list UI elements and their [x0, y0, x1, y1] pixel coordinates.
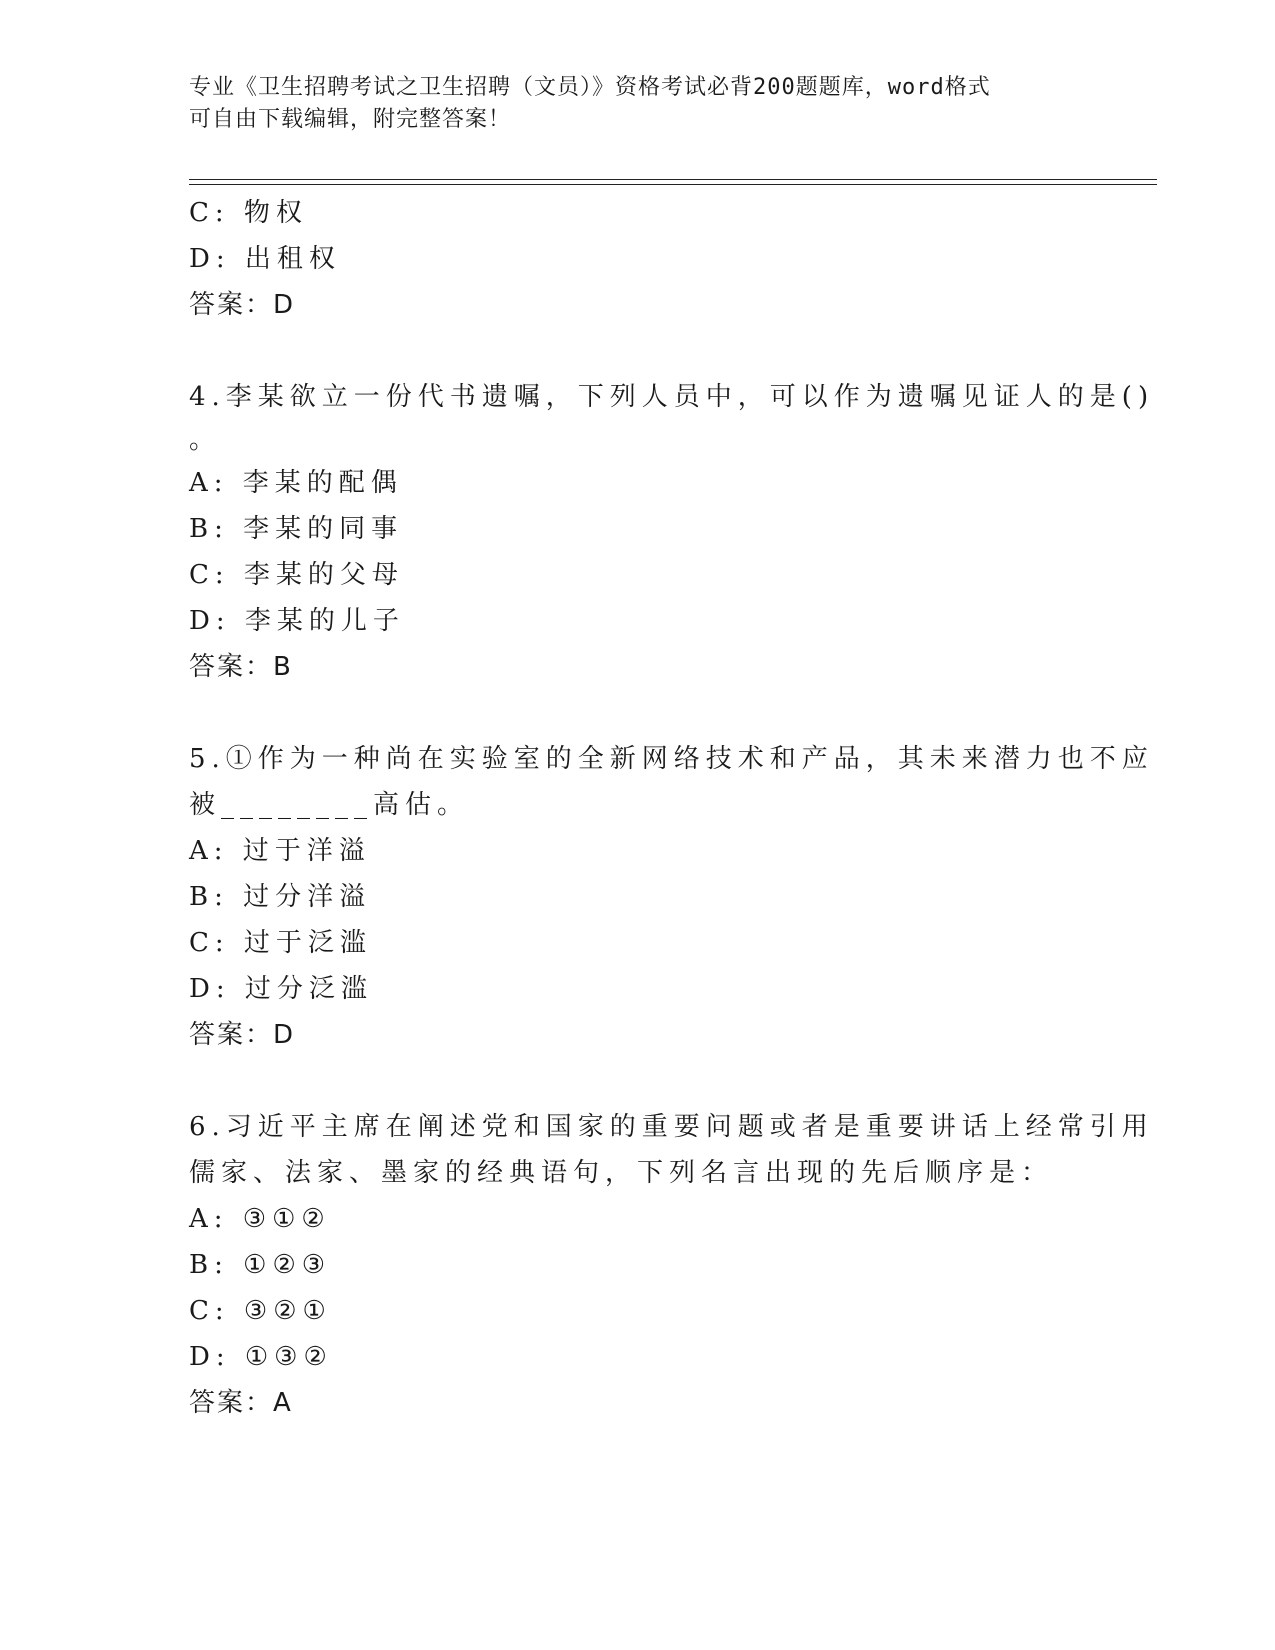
- option-a: A: 李某的配偶: [189, 468, 403, 498]
- option-c: C: 过于泛滥: [189, 928, 372, 958]
- question-stem-line: 。: [189, 425, 222, 455]
- carryover-question: [189, 190, 1069, 328]
- spacer: [189, 1058, 1069, 1104]
- question-list: [189, 190, 1155, 1426]
- option-d: D: 出租权: [189, 244, 341, 274]
- header-divider: [189, 179, 1157, 185]
- option-c: C: 物权: [189, 198, 308, 228]
- option-c: C: 李某的父母: [189, 560, 404, 590]
- question-stem-line: 被________高估。: [189, 790, 470, 820]
- question-stem: [189, 1104, 1154, 1196]
- question-item: [189, 374, 1155, 690]
- option-b: B: ①②③: [189, 1250, 332, 1280]
- answer-line: 答案：B: [189, 652, 293, 682]
- question-item: [189, 1104, 1154, 1426]
- option-a: A: ③①②: [189, 1204, 331, 1234]
- answer-line: 答案：A: [189, 1388, 293, 1418]
- question-stem-line: 5.①作为一种尚在实验室的全新网络技术和产品，其未来潜力也不应: [189, 744, 1154, 774]
- option-d: D: 李某的儿子: [189, 606, 405, 636]
- option-b: B: 过分洋溢: [189, 882, 372, 912]
- header-title-line-1: 专业《卫生招聘考试之卫生招聘（文员）》资格考试必背200题题库，word格式: [189, 75, 991, 100]
- option-c: C: ③②①: [189, 1296, 332, 1326]
- question-stem-line: 4.李某欲立一份代书遗嘱，下列人员中，可以作为遗嘱见证人的是(): [189, 382, 1155, 412]
- question-item: [189, 736, 1154, 1058]
- spacer: [189, 690, 1069, 736]
- question-stem-line: 6.习近平主席在阐述党和国家的重要问题或者是重要讲话上经常引用: [189, 1112, 1154, 1142]
- header-title-line-2: 可自由下载编辑，附完整答案！: [189, 107, 512, 132]
- question-stem-line: 儒家、法家、墨家的经典语句，下列名言出现的先后顺序是：: [189, 1158, 1054, 1188]
- question-stem: [189, 736, 1154, 828]
- option-d: D: ①③②: [189, 1342, 333, 1372]
- answer-line: 答案：D: [189, 290, 296, 320]
- option-a: A: 过于洋溢: [189, 836, 371, 866]
- answer-line: 答案：D: [189, 1020, 296, 1050]
- spacer: [189, 328, 1069, 374]
- question-stem: [189, 374, 1155, 460]
- option-b: B: 李某的同事: [189, 514, 404, 544]
- option-d: D: 过分泛滥: [189, 974, 373, 1004]
- document-header: [189, 72, 1069, 136]
